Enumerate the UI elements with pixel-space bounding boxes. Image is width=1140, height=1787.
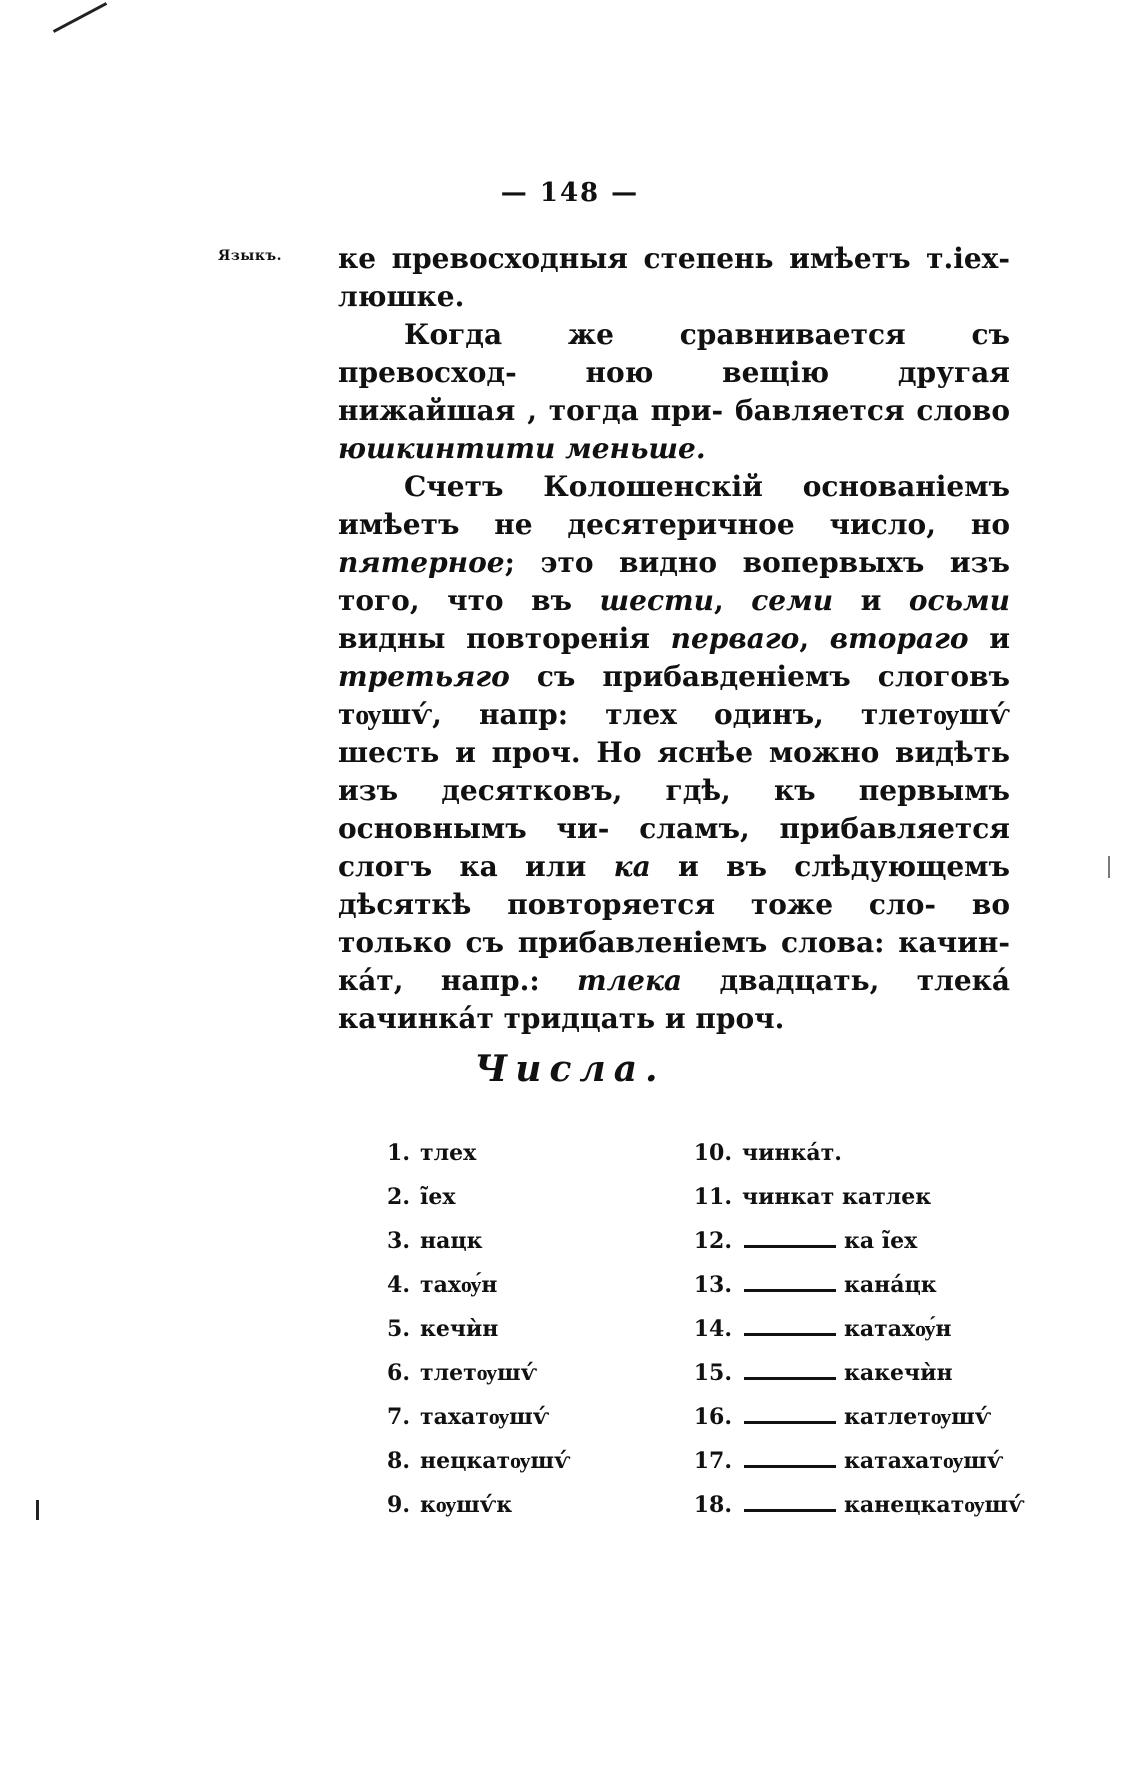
number-word: тахатѹшѵ́ <box>420 1404 550 1430</box>
paragraph-2: Когда же сравниваетcя съ превосход- ною вещiю другая нижайшая , тогда при- бавляется слово юшкинтити меньше. <box>338 318 1010 465</box>
number-row <box>370 1228 650 1272</box>
number-row <box>692 1404 1032 1448</box>
ditto-dash <box>744 1465 836 1468</box>
number-index: 18. <box>693 1492 732 1518</box>
number-word: тахѹ́н <box>420 1272 498 1298</box>
number-index: 1. <box>387 1140 410 1166</box>
number-word: кѹшѵ́к <box>420 1492 513 1518</box>
number-index: 14. <box>693 1316 732 1342</box>
number-index: 3. <box>387 1228 410 1254</box>
ditto-dash <box>744 1377 836 1380</box>
number-index: 6. <box>387 1360 410 1386</box>
number-word: какечѝн <box>844 1360 953 1386</box>
ditto-dash <box>744 1245 836 1248</box>
number-row <box>370 1140 650 1184</box>
number-row <box>370 1360 650 1404</box>
number-row <box>692 1492 1032 1536</box>
scan-mark-top-left <box>53 2 107 33</box>
number-word: катахѹ́н <box>844 1316 952 1342</box>
number-word: тлетѹшѵ́ <box>420 1360 538 1386</box>
number-index: 5. <box>387 1316 410 1342</box>
number-word: тлех <box>420 1140 477 1166</box>
paragraph-1: ке превосходныя степень имѣетъ т.iех- люшке. <box>338 242 1010 313</box>
number-row <box>692 1228 1032 1272</box>
paragraph-3: Счетъ Колошенскiй основанiемъ имѣетъ не десятеричное число, но пятерное; это видно вопервыхъ изъ того, что въ шести, семи и осьми видны повторенiя перваго, втораго и третьяго съ прибавденiемъ слоговъ тѹшѵ́, напр: тлех одинъ, тлетѹшѵ́ шесть и проч. Но яснѣе можно видѣть изъ десятковъ, гдѣ, къ первымъ основнымъ чи- сламъ, прибавляется слогъ ка или ка и въ слѣдующемъ дѣсяткѣ повторяется тоже сло- во только съ прибавленiемъ слова: качин- ка́т, напр.: тлека двадцать, тлека́ качинка́т тридцать и проч. <box>338 470 1010 1035</box>
ditto-dash <box>744 1289 836 1292</box>
number-index: 17. <box>693 1448 732 1474</box>
ditto-dash <box>744 1421 836 1424</box>
number-index: 16. <box>693 1404 732 1430</box>
number-row <box>692 1184 1032 1228</box>
number-word: чинкат катлек <box>742 1184 932 1210</box>
number-index: 15. <box>693 1360 732 1386</box>
number-row <box>692 1316 1032 1360</box>
ditto-dash <box>744 1333 836 1336</box>
number-row <box>370 1448 650 1492</box>
scan-mark-left <box>36 1500 39 1520</box>
number-row <box>370 1492 650 1536</box>
number-row <box>692 1448 1032 1492</box>
scan-mark-right <box>1108 856 1110 878</box>
number-row <box>370 1404 650 1448</box>
margin-note: Языкъ. <box>218 248 283 264</box>
number-index: 8. <box>387 1448 410 1474</box>
number-word: нацк <box>420 1228 483 1254</box>
section-title: Числа. <box>474 1048 666 1090</box>
number-row <box>370 1184 650 1228</box>
number-index: 9. <box>387 1492 410 1518</box>
body-text <box>338 240 1010 1038</box>
number-word: канецкатѹшѵ́ <box>844 1492 1025 1518</box>
number-word: ı̃ех <box>420 1184 456 1210</box>
number-row <box>370 1272 650 1316</box>
number-row <box>692 1272 1032 1316</box>
number-index: 12. <box>693 1228 732 1254</box>
number-word: ка ı̃ех <box>844 1228 918 1254</box>
number-index: 2. <box>387 1184 410 1210</box>
ditto-dash <box>744 1509 836 1512</box>
number-index: 4. <box>387 1272 410 1298</box>
number-index: 11. <box>693 1184 732 1210</box>
number-index: 13. <box>693 1272 732 1298</box>
number-row <box>692 1140 1032 1184</box>
number-word: нецкатѹшѵ́ <box>420 1448 571 1474</box>
number-index: 10. <box>693 1140 732 1166</box>
number-row <box>370 1316 650 1360</box>
number-row <box>692 1360 1032 1404</box>
number-word: чинка́т. <box>742 1140 842 1166</box>
numbers-column-right <box>692 1140 1032 1536</box>
number-word: кечѝн <box>420 1316 499 1342</box>
numbers-column-left <box>370 1140 650 1536</box>
number-word: катлетѹшѵ́ <box>844 1404 992 1430</box>
page-number: — 148 — <box>500 178 640 208</box>
number-index: 7. <box>387 1404 410 1430</box>
number-word: катахатѹшѵ́ <box>844 1448 1004 1474</box>
number-word: кана́цк <box>844 1272 937 1298</box>
